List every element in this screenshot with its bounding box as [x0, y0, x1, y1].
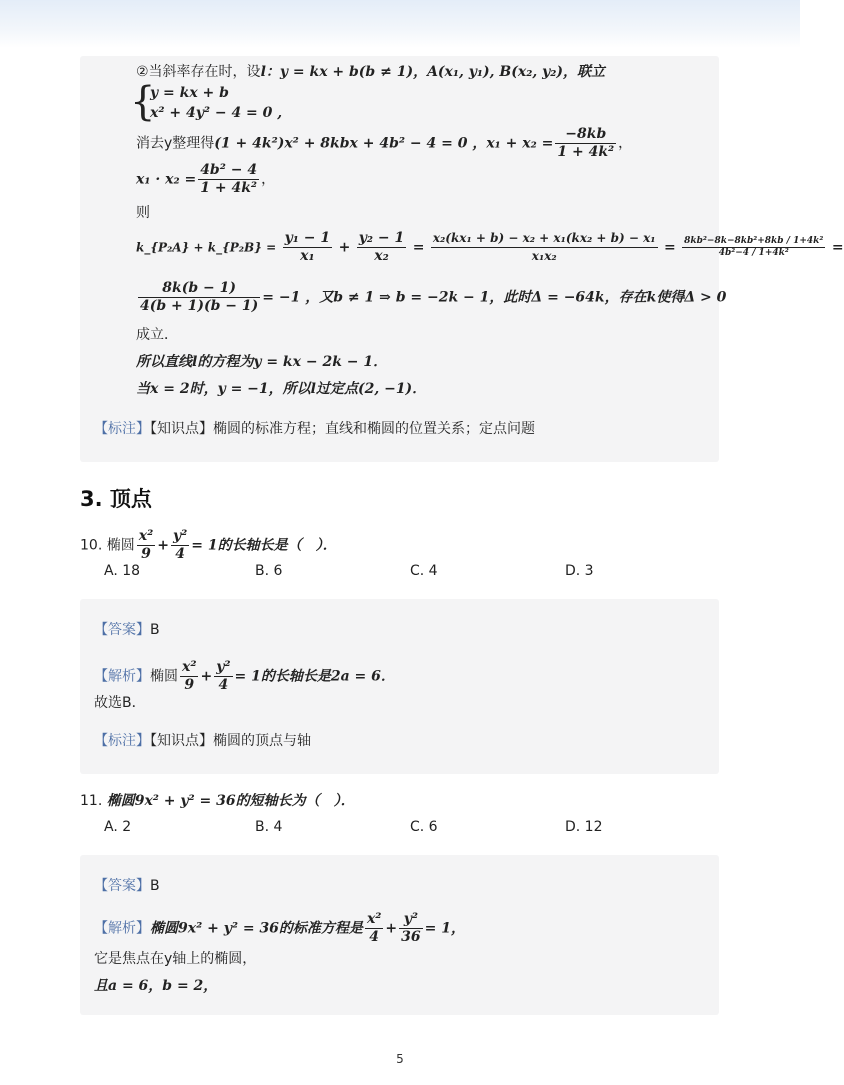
q11-explanation: 【解析】椭圆9x² + y² = 36的标准方程是 $\frac{\text{x²}}{4}$ + $\frac{\text{y²}}{36}$ = 1，: [94, 911, 465, 945]
fraction-product: $\frac{\text{4b² − 4}}{\text{1 + 4k²}}$: [200, 162, 258, 196]
q10-option-c[interactable]: C. 4: [410, 563, 438, 579]
solution-box-q10: [80, 599, 719, 774]
fraction-expanded: $\frac{\text{x₂(kx₁ + b) − x₂ + x₁(kx₂ + b) − x₁}}{\text{x₁x₂}}$: [432, 231, 656, 263]
question-11-stem: 11. 椭圆9x² + y² = 36的短轴长为（ ）．: [80, 793, 355, 809]
solution-box-q9: [80, 56, 844, 462]
solution-line-fixed-point: 当x = 2时，y = −1，所以l过定点(2, −1)．: [136, 381, 427, 397]
solution-box-q11: [80, 855, 719, 1015]
solution-line-holds: 成立．: [136, 327, 178, 343]
q11-option-b[interactable]: B. 4: [255, 819, 283, 835]
fraction-sum: $\frac{-8kb}{\text{1 + 4k²}}$: [557, 126, 615, 160]
q11-option-a[interactable]: A. 2: [104, 819, 132, 835]
q11-option-c[interactable]: C. 6: [410, 819, 438, 835]
solution-line-intro: ②当斜率存在时，设l：y = kx + b(b ≠ 1)，A(x₁, y₁), B(x₂, y₂)，联立: [136, 64, 605, 80]
solution-line-result: $\frac{8k(b - 1)}{4(b + 1)(b - 1)}$ = −1 ，又b ≠ 1 ⇒ b = −2k − 1，此时Δ = −64k，存在k使得Δ > 0: [140, 280, 727, 314]
q10-explanation: 【解析】椭圆 $\frac{\text{x²}}{9}$ + $\frac{\text{y²}}{4}$ = 1的长轴长是2a = 6．: [94, 659, 395, 693]
q10-conclusion: 故选B．: [94, 695, 146, 711]
q10-option-a[interactable]: A. 18: [104, 563, 141, 579]
fraction-slope-2: $\frac{\text{y₂ − 1}}{\text{x₂}}$: [358, 230, 405, 264]
q11-explanation-line-3: 且a = 6，b = 2，: [94, 978, 218, 994]
q10-fraction-x: $\frac{\text{x²}}{9}$: [138, 528, 154, 562]
fraction-compound: $\frac{\text{8kb²−8k−8kb²+8kb / 1+4k²}}{\text{4b²−4 / 1+4k²}}$: [684, 236, 824, 258]
note-line: 【标注】【知识点】椭圆的标准方程；直线和椭圆的位置关系；定点问题: [94, 421, 535, 437]
q10-answer: 【答案】B: [94, 622, 160, 638]
system-eq-1: y = kx + b: [150, 85, 229, 101]
solution-line-slope-sum: k_{P₂A} + k_{P₂B} = $\frac{\text{y₁ − 1}}{\text{x₁}}$ + $\frac{\text{y₂ − 1}}{\text{x₂}}$ = $\frac{\text{x₂(kx₁ + b) − x₂ + x₁(kx₂ + b) − x₁}}{\text{x₁x₂}}$ = $\frac{\text{8kb²−8k−8kb²+8kb / 1+4k²}}{\text{4b²−4 / 1+4k²}}$ =: [136, 230, 844, 264]
q10-option-d[interactable]: D. 3: [565, 563, 594, 579]
section-title: 3. 顶点: [80, 487, 152, 511]
fraction-slope-1: $\frac{\text{y₁ − 1}}{\text{x₁}}$: [284, 230, 331, 264]
solution-line-eliminate: 消去y整理得(1 + 4k²)x² + 8kbx + 4b² − 4 = 0 ，x₁ + x₂ = $\frac{-8kb}{\text{1 + 4k²}}$ ，: [136, 126, 633, 160]
page-number: 5: [396, 1052, 404, 1066]
q10-option-b[interactable]: B. 6: [255, 563, 283, 579]
q11-option-d[interactable]: D. 12: [565, 819, 603, 835]
note-tag: 【标注】: [94, 421, 150, 437]
header-band: [0, 0, 800, 48]
question-10-stem: 10. 椭圆 $\frac{\text{x²}}{9}$ + $\frac{\text{y²}}{4}$ = 1的长轴长是（ ）．: [80, 528, 337, 562]
q10-fraction-y: $\frac{\text{y²}}{4}$: [172, 528, 188, 562]
solution-line-equation: 所以直线l的方程为y = kx − 2k − 1．: [136, 354, 388, 370]
system-eq-2: x² + 4y² − 4 = 0 ,: [150, 105, 283, 121]
q10-note: 【标注】【知识点】椭圆的顶点与轴: [94, 733, 311, 749]
q11-answer: 【答案】B: [94, 878, 160, 894]
solution-line-product: x₁ · x₂ = $\frac{\text{4b² − 4}}{\text{1 + 4k²}}$ ，: [136, 162, 276, 196]
system-brace: {: [130, 79, 156, 125]
fraction-result: $\frac{8k(b - 1)}{4(b + 1)(b - 1)}$: [140, 280, 259, 314]
solution-line-then: 则: [136, 205, 150, 221]
q11-explanation-line-2: 它是焦点在y轴上的椭圆，: [94, 951, 257, 967]
